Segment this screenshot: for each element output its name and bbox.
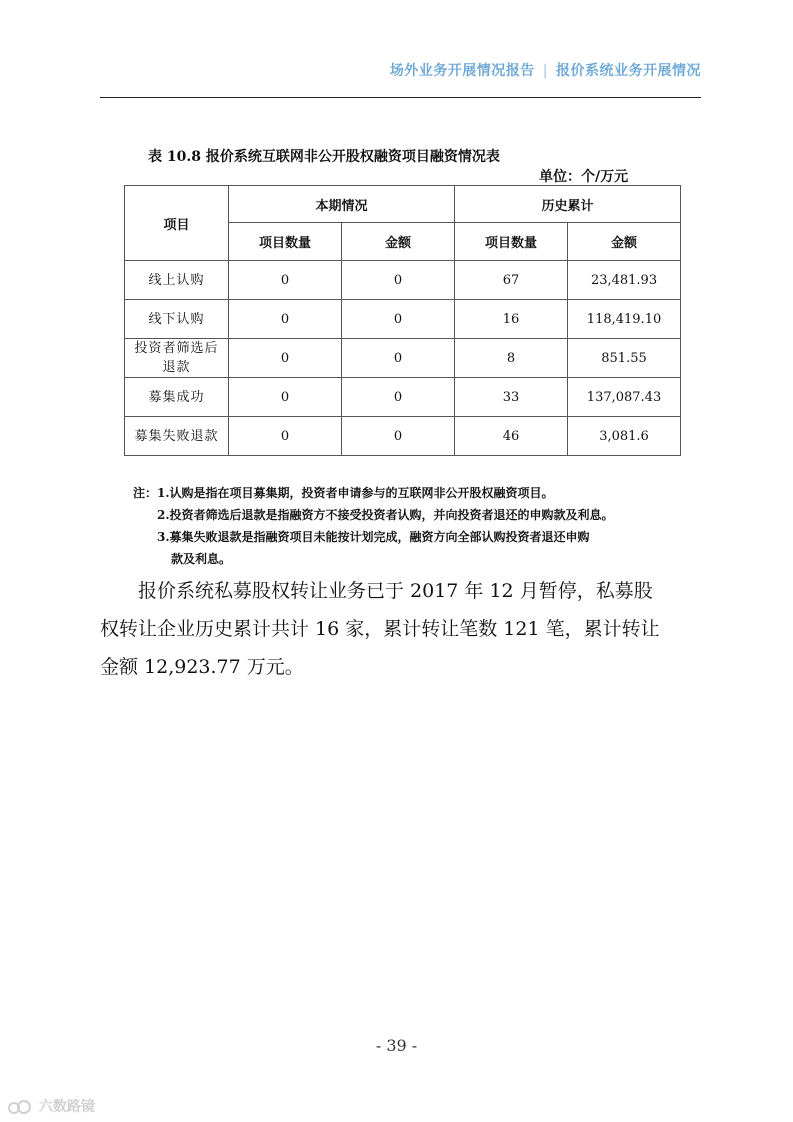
running-header — [390, 60, 701, 80]
page-number: - 39 - — [375, 1036, 418, 1055]
table-notes — [133, 482, 614, 570]
header-separator: | — [542, 63, 548, 79]
cell-history-count: 46 — [455, 417, 568, 456]
row-label: 投资者筛选后退款 — [125, 339, 229, 378]
table-row — [125, 378, 681, 417]
note-3: 3.募集失败退款是指融资项目未能按计划完成，融资方向全部认购投资者退还申购 — [157, 530, 590, 544]
cell-history-amount: 3,081.6 — [568, 417, 681, 456]
cell-current-count: 0 — [229, 378, 342, 417]
row-label: 募集成功 — [125, 378, 229, 417]
col-group-current: 本期情况 — [229, 186, 455, 223]
note-1: 注：1.认购是指在项目募集期，投资者申请参与的互联网非公开股权融资项目。 — [133, 486, 554, 500]
watermark — [8, 1096, 95, 1116]
cell-history-amount: 118,419.10 — [568, 300, 681, 339]
financing-table — [124, 185, 681, 456]
cell-current-amount: 0 — [342, 378, 455, 417]
row-label: 线上认购 — [125, 261, 229, 300]
cell-current-count: 0 — [229, 417, 342, 456]
watermark-text: 六数路镜 — [38, 1099, 95, 1115]
cell-current-amount: 0 — [342, 300, 455, 339]
col-group-history: 历史累计 — [455, 186, 681, 223]
table-row — [125, 261, 681, 300]
cell-current-count: 0 — [229, 300, 342, 339]
note-3-continued: 款及利息。 — [171, 552, 232, 566]
table-row — [125, 417, 681, 456]
col-header-item: 项目 — [125, 186, 229, 261]
table-row — [125, 339, 681, 378]
cell-history-count: 67 — [455, 261, 568, 300]
header-section-title: 场外业务开展情况报告 — [389, 63, 535, 79]
cell-current-amount: 0 — [342, 261, 455, 300]
cell-history-count: 8 — [455, 339, 568, 378]
body-paragraph — [100, 572, 700, 686]
row-label: 募集失败退款 — [125, 417, 229, 456]
table-unit: 单位：个/万元 — [539, 169, 629, 185]
col-header-history-amount: 金额 — [568, 223, 681, 261]
cell-current-count: 0 — [229, 339, 342, 378]
cell-history-amount: 137,087.43 — [568, 378, 681, 417]
cell-history-count: 16 — [455, 300, 568, 339]
cell-current-count: 0 — [229, 261, 342, 300]
row-label: 线下认购 — [125, 300, 229, 339]
header-rule — [100, 97, 701, 98]
table-title: 表 10.8 报价系统互联网非公开股权融资项目融资情况表 — [148, 149, 500, 165]
watermark-logo-icon — [8, 1098, 34, 1116]
paragraph-line-1: 报价系统私募股权转让业务已于 2017 年 12 月暂停，私募股 — [138, 580, 653, 602]
header-chapter-title: 报价系统业务开展情况 — [556, 63, 701, 79]
paragraph-line-3: 金额 12,923.77 万元。 — [100, 656, 304, 678]
cell-history-amount: 23,481.93 — [568, 261, 681, 300]
col-header-current-amount: 金额 — [342, 223, 455, 261]
cell-history-amount: 851.55 — [568, 339, 681, 378]
cell-current-amount: 0 — [342, 339, 455, 378]
table-row — [125, 300, 681, 339]
note-2: 2.投资者筛选后退款是指融资方不接受投资者认购，并向投资者退还的申购款及利息。 — [157, 508, 614, 522]
cell-history-count: 33 — [455, 378, 568, 417]
cell-current-amount: 0 — [342, 417, 455, 456]
col-header-history-count: 项目数量 — [455, 223, 568, 261]
paragraph-line-2: 权转让企业历史累计共计 16 家，累计转让笔数 121 笔，累计转让 — [100, 618, 660, 640]
col-header-current-count: 项目数量 — [229, 223, 342, 261]
